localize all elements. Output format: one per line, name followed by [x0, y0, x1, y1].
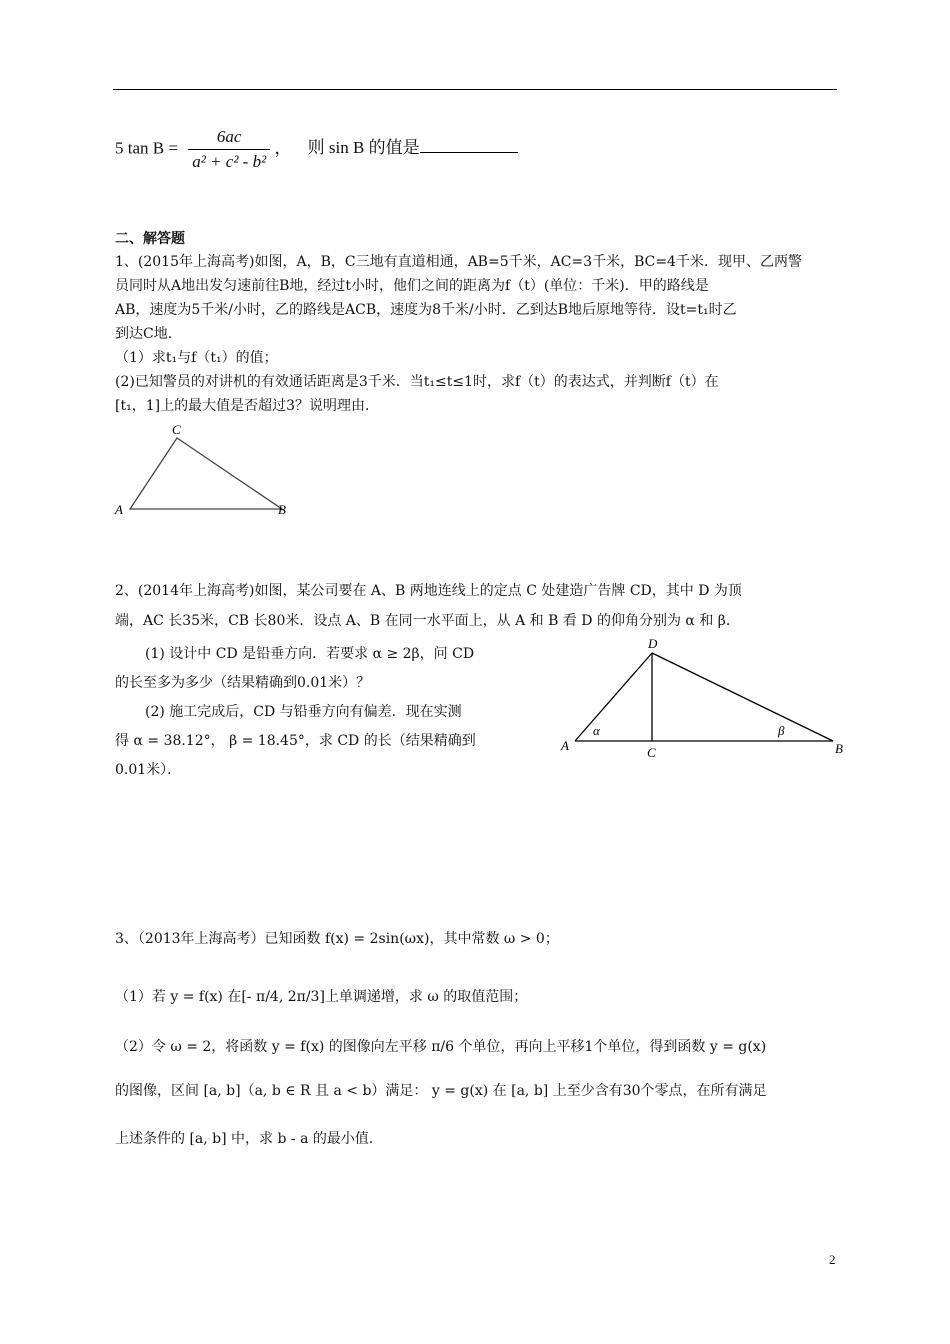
q1-label-b: B	[278, 502, 286, 517]
q2-label-beta: β	[778, 723, 785, 738]
q2-sub-2: (2) 施工完成后，CD 与铅垂方向有偏差．现在实测	[145, 704, 462, 720]
q1-line: 1、(2015年上海高考)如图，A，B，C三地有直道相通，AB=5千米，AC=3千米，BC=4千米．现甲、乙两警	[115, 254, 802, 270]
q2-label-alpha: α	[593, 723, 600, 738]
q1-line: 员同时从A地出发匀速前往B地，经过t小时，他们之间的距离为f（t）(单位：千米)．甲的路线是	[115, 278, 709, 294]
q1-sub-1: （1）求t₁与f（t₁）的值；	[115, 350, 278, 366]
q1-label-c: C	[172, 422, 181, 437]
q1-line: 到达C地．	[115, 326, 182, 342]
q2-sub-1-cont: 的长至多为多少（结果精确到0.01米）？	[115, 675, 371, 691]
q2-subquestions	[115, 640, 555, 785]
q3-sub-2-cont: 的图像，区间 [a, b]（a, b ∈ R 且 a < b）满足： y = g(x) 在 [a, b] 上至少含有30个零点，在所有满足	[115, 1083, 767, 1099]
q2-sub-1: (1) 设计中 CD 是铅垂方向．若要求 α ≥ 2β，问 CD	[145, 646, 475, 662]
q2-sub-2-end: 0.01米）．	[115, 762, 182, 778]
q1-sub-2: (2)已知警员的对讲机的有效通话距离是3千米．当t₁≤t≤1时，求f（t）的表达式，并判断f（t）在	[115, 374, 719, 390]
q2-triangle-figure	[558, 635, 850, 765]
fraction-numerator: 6ac	[188, 127, 270, 150]
q3-sub-2: （2）令 ω = 2，将函数 y = f(x) 的图像向左平移 π/6 个单位，再向上平移1个单位，得到函数 y = g(x)	[115, 1039, 767, 1055]
q3-sub-1: （1）若 y = f(x) 在[- π/4, 2π/3]上单调递增，求 ω 的取值范围；	[115, 989, 528, 1005]
q2-line: 2、(2014年上海高考)如图，某公司要在 A、B 两地连线上的定点 C 处建造广告牌 CD，其中 D 为顶	[115, 583, 742, 599]
question-3	[115, 926, 850, 1152]
q1-triangle-figure	[105, 418, 305, 523]
section-title: 二、解答题	[115, 231, 185, 247]
formula-comma: ，	[274, 138, 292, 158]
q2-side-ad	[575, 653, 652, 741]
header-rule	[113, 89, 837, 90]
q2-line: 端，AC 长35米，CB 长80米．设点 A、B 在同一水平面上，从 A 和 B 看 D 的仰角分别为 α 和 β．	[115, 613, 740, 629]
q2-label-b: B	[835, 741, 843, 756]
q2-label-c: C	[647, 745, 656, 760]
q1-label-a: A	[115, 502, 123, 517]
formula-fraction	[188, 127, 270, 172]
formula-question: 则 sin B 的值是	[307, 138, 420, 158]
q3-stem: 3、（2013年上海高考）已知函数 f(x) = 2sin(ωx)，其中常数 ω > 0；	[115, 931, 559, 947]
q3-sub-2-end: 上述条件的 [a, b] 中，求 b - a 的最小值．	[115, 1131, 383, 1147]
answer-blank	[420, 138, 518, 153]
question-2	[115, 576, 845, 636]
intro-formula	[115, 127, 518, 172]
q2-label-d: D	[648, 636, 658, 651]
q1-line: [t₁，1]上的最大值是否超过3？说明理由．	[115, 398, 379, 414]
q2-label-a: A	[561, 738, 569, 753]
q2-side-db	[652, 653, 833, 741]
q2-sub-2-cont: 得 α = 38.12°， β = 18.45°，求 CD 的长（结果精确到	[115, 733, 476, 749]
formula-lhs: 5 tan B =	[115, 138, 178, 158]
page-number: 2	[829, 1252, 836, 1267]
question-1	[115, 250, 840, 418]
fraction-denominator: a² + c² - b²	[192, 152, 267, 171]
q1-line: AB，速度为5千米/小时，乙的路线是ACB，速度为8千米/小时．乙到达B地后原地等待．设t=t₁时乙	[115, 302, 737, 318]
q1-triangle	[130, 438, 282, 509]
